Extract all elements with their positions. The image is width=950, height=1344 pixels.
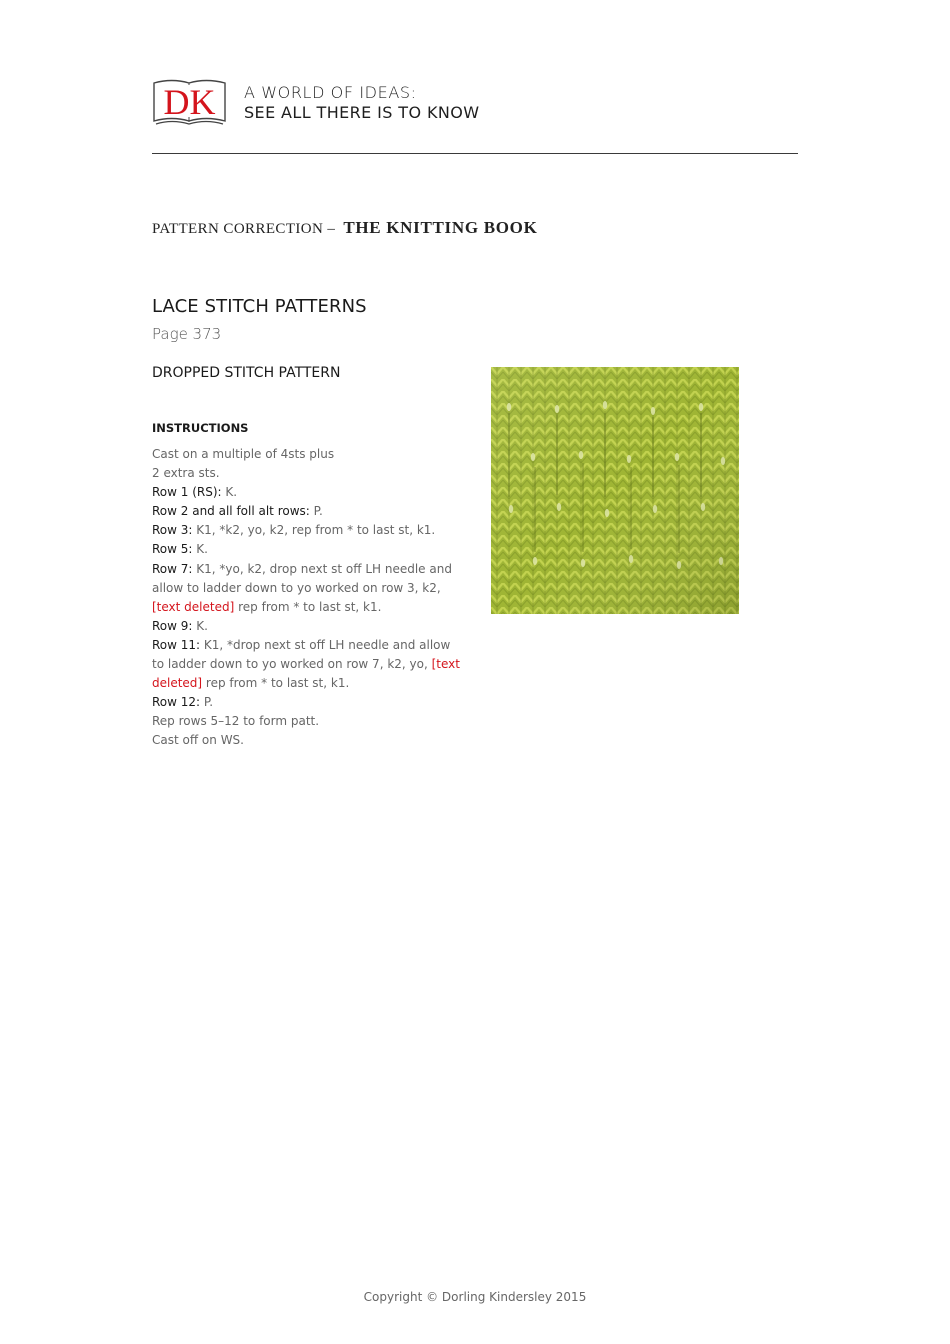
row-2: Row 2 and all foll alt rows: P. [152,504,323,519]
tagline-line1: A WORLD OF IDEAS: [244,83,417,102]
row-12: Row 12: P. [152,695,214,710]
tagline [244,83,479,123]
correction-prefix: PATTERN CORRECTION – [152,221,336,237]
svg-text:DK: DK [163,82,216,122]
tagline-line2: SEE ALL THERE IS TO KNOW [244,103,480,122]
instructions-heading: INSTRUCTIONS [152,421,249,435]
row-7: Row 7: K1, *yo, k2, drop next st off LH needle and allow to ladder down to yo worked on row 3, k2, [text deleted] rep from * to last st, k1. [152,561,452,614]
instructions-body [152,445,462,751]
pattern-name: DROPPED STITCH PATTERN [152,365,341,381]
row-3: Row 3: K1, *k2, yo, k2, rep from * to last st, k1. [152,523,436,538]
book-title: THE KNITTING BOOK [343,218,538,237]
cast-on-line: Cast on a multiple of 4sts plus 2 extra sts. [152,447,335,481]
section-title: LACE STITCH PATTERNS [152,296,367,317]
copyright-footer: Copyright © Dorling Kindersley 2015 [363,1290,587,1304]
deleted-text-marker: [text deleted] [152,657,460,691]
row-5: Row 5: K. [152,542,208,557]
dk-logo [152,75,227,127]
row-1: Row 1 (RS): K. [152,485,238,500]
repeat-line: Rep rows 5–12 to form patt. [152,714,320,729]
row-9: Row 9: K. [152,618,208,633]
row-11: Row 11: K1, *drop next st off LH needle and allow to ladder down to yo worked on row 7, k2, yo, [text deleted] rep from * to last st, k1. [152,637,460,691]
cast-off-line: Cast off on WS. [152,733,244,748]
header-divider [152,153,798,154]
correction-heading [152,218,538,238]
deleted-text-marker: [text deleted] [152,599,235,614]
page-reference: Page 373 [152,325,222,343]
knitting-swatch-photo [491,367,739,614]
